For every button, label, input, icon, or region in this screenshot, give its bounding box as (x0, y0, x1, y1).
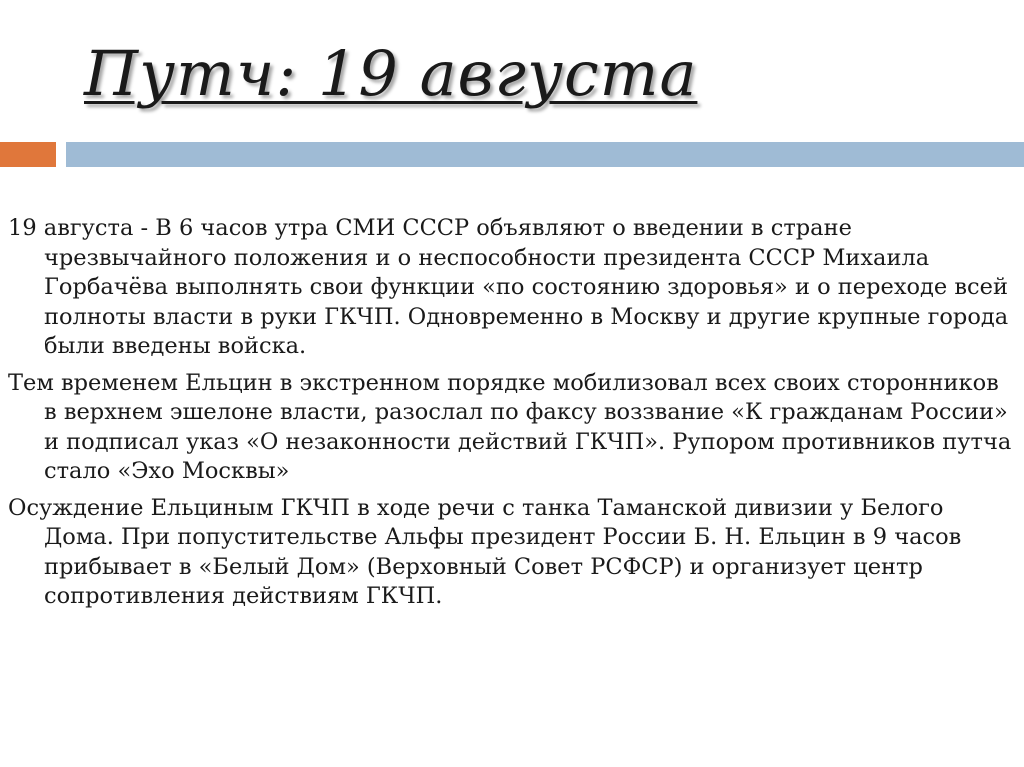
paragraph-1: 19 августа - В 6 часов утра СМИ СССР объявляют о введении в стране чрезвычайного положения и о неспособности президента СССР Михаила Горбачёва выполнять свои функции «по состоянию здоровья» и о переходе всей полноты власти в руки ГКЧП. Одновременно в Москву и другие крупные города были введены войска. (8, 215, 1009, 359)
slide-body (8, 214, 1016, 619)
accent-bar-blue (66, 142, 1024, 167)
paragraph-2: Тем временем Ельцин в экстренном порядке мобилизовал всех своих сторонников в верхнем эшелоне власти, разослал по факсу воззвание «К гражданам России» и подписал указ «О незаконности действий ГКЧП». Рупором противников путча стало «Эхо Москвы» (8, 369, 1012, 484)
slide-title: Путч: 19 августа (84, 37, 698, 110)
paragraph-3: Осуждение Ельциным ГКЧП в ходе речи с танка Таманской дивизии у Белого Дома. При попустительстве Альфы президент России Б. Н. Ельцин в 9 часов прибывает в «Белый Дом» (Верховный Совет РСФСР) и организует центр сопротивления действиям ГКЧП. (8, 494, 962, 609)
accent-bar-orange (0, 142, 56, 167)
